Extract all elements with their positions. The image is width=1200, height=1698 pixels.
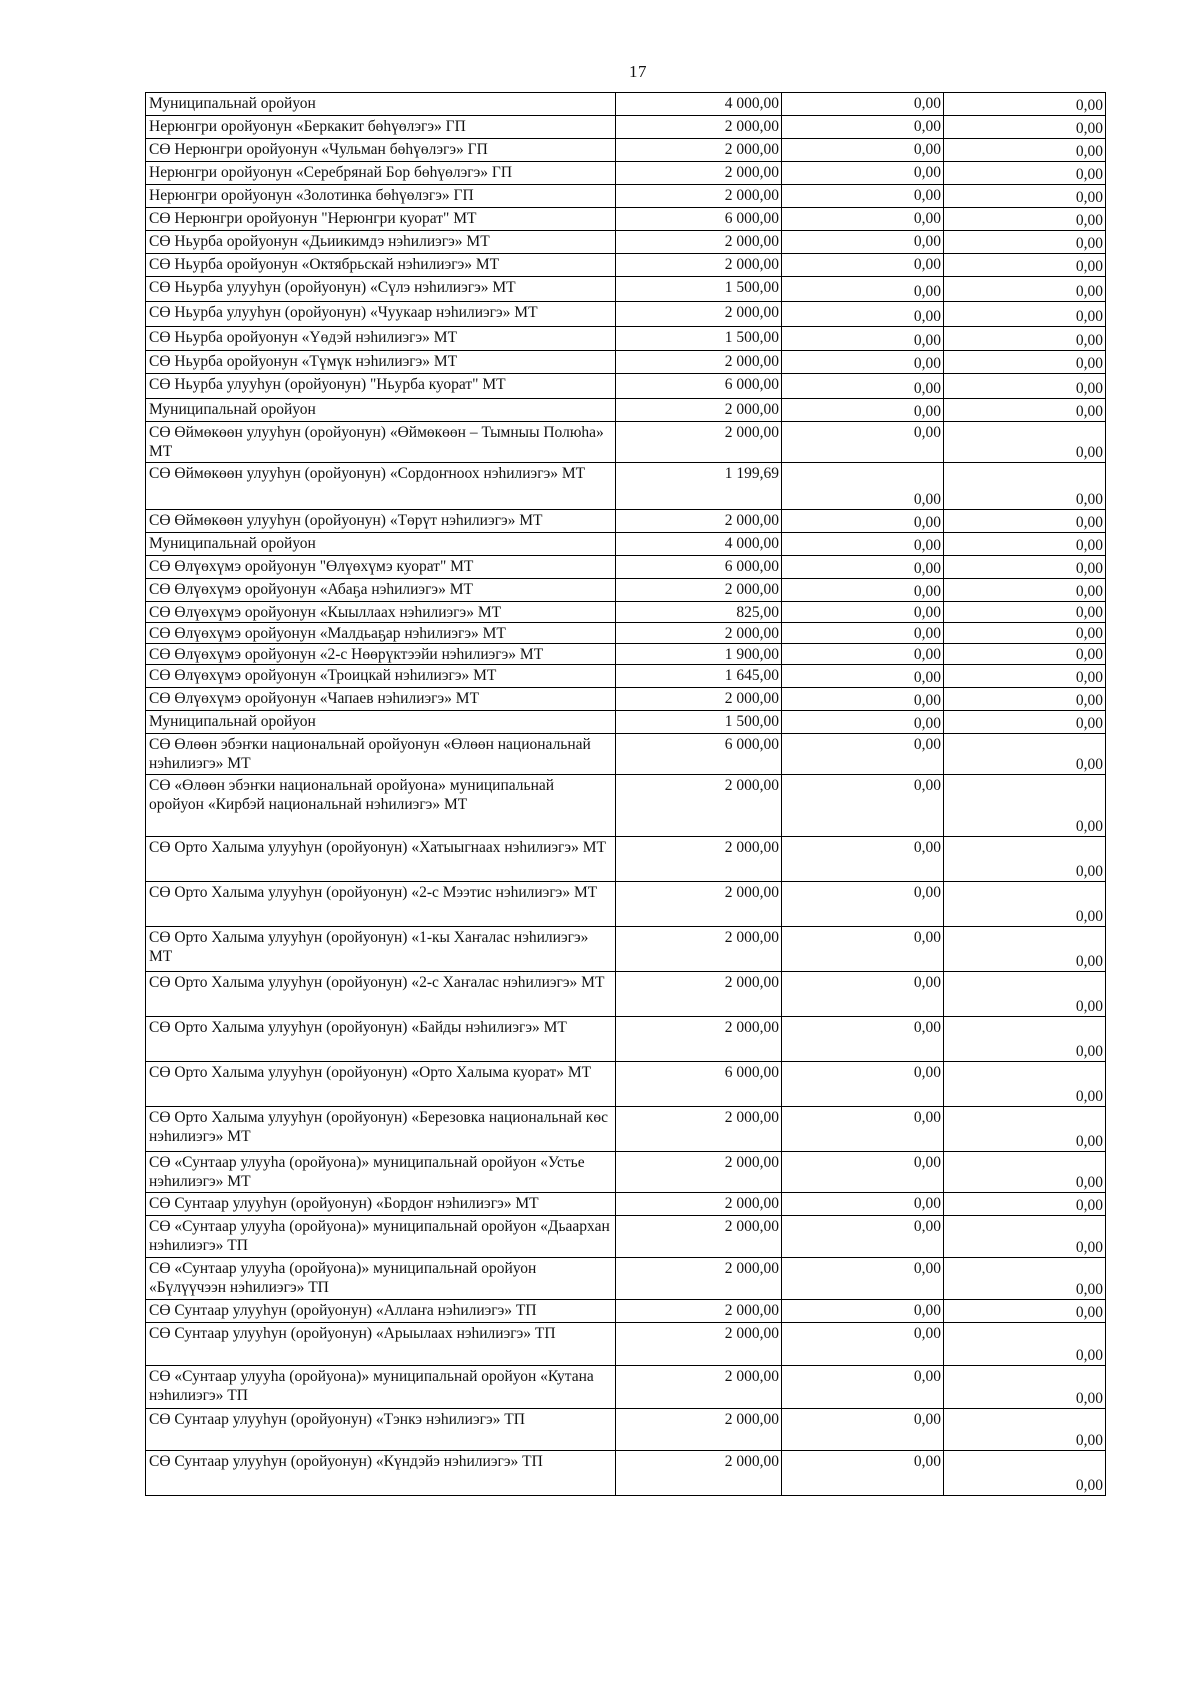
row-name-cell: СӨ Ньурба оройуонун «Дьиикимдэ нэһилиэгэ» МТ bbox=[146, 231, 616, 254]
table-row bbox=[146, 1193, 1106, 1216]
row-amount-cell: 2 000,00 bbox=[616, 688, 782, 711]
row-value-3-cell: 0,00 bbox=[944, 162, 1106, 185]
row-value-2-cell: 0,00 bbox=[782, 162, 944, 185]
row-value-3-cell: 0,00 bbox=[944, 623, 1106, 644]
table-row bbox=[146, 302, 1106, 327]
row-name-cell: СӨ «Сунтаар улууһа (оройуона)» муниципальнай оройуон «Бүлүүчээн нэһилиэгэ» ТП bbox=[146, 1258, 616, 1300]
row-name-cell: СӨ Өлүөхүмэ оройуонун "Өлүөхүмэ куорат" МТ bbox=[146, 556, 616, 579]
row-value-2-cell: 0,00 bbox=[782, 463, 944, 510]
row-value-2-cell: 0,00 bbox=[782, 277, 944, 302]
row-amount-cell: 2 000,00 bbox=[616, 510, 782, 533]
budget-table bbox=[145, 92, 1106, 1496]
row-amount-cell: 6 000,00 bbox=[616, 208, 782, 231]
row-value-2-cell: 0,00 bbox=[782, 422, 944, 463]
row-value-2-cell: 0,00 bbox=[782, 556, 944, 579]
row-value-2-cell: 0,00 bbox=[782, 734, 944, 775]
row-value-3-cell: 0,00 bbox=[944, 399, 1106, 422]
row-value-2-cell: 0,00 bbox=[782, 644, 944, 665]
row-value-2-cell: 0,00 bbox=[782, 374, 944, 399]
row-amount-cell: 1 645,00 bbox=[616, 665, 782, 688]
table-row bbox=[146, 351, 1106, 374]
row-amount-cell: 2 000,00 bbox=[616, 302, 782, 327]
row-name-cell: СӨ Өймөкөөн улууһун (оройуонун) «Өймөкөөн – Тымныы Полюһа» МТ bbox=[146, 422, 616, 463]
table-row bbox=[146, 510, 1106, 533]
row-value-3-cell: 0,00 bbox=[944, 463, 1106, 510]
row-value-2-cell: 0,00 bbox=[782, 231, 944, 254]
table-row bbox=[146, 254, 1106, 277]
row-value-3-cell: 0,00 bbox=[944, 510, 1106, 533]
row-value-2-cell: 0,00 bbox=[782, 688, 944, 711]
row-name-cell: СӨ Ньурба оройуонун «Октябрьскай нэһилиэгэ» МТ bbox=[146, 254, 616, 277]
table-row bbox=[146, 1323, 1106, 1366]
table-row bbox=[146, 533, 1106, 556]
row-name-cell: Муниципальнай оройуон bbox=[146, 711, 616, 734]
row-value-3-cell: 0,00 bbox=[944, 665, 1106, 688]
row-value-3-cell: 0,00 bbox=[944, 139, 1106, 162]
row-value-3-cell: 0,00 bbox=[944, 972, 1106, 1017]
row-amount-cell: 2 000,00 bbox=[616, 422, 782, 463]
row-amount-cell: 2 000,00 bbox=[616, 837, 782, 882]
row-value-2-cell: 0,00 bbox=[782, 927, 944, 972]
row-amount-cell: 2 000,00 bbox=[616, 1300, 782, 1323]
row-name-cell: СӨ Орто Халыма улууһун (оройуонун) «Хатыыгнаах нэһилиэгэ» МТ bbox=[146, 837, 616, 882]
budget-table-body bbox=[146, 93, 1106, 1496]
row-value-2-cell: 0,00 bbox=[782, 837, 944, 882]
row-value-3-cell: 0,00 bbox=[944, 254, 1106, 277]
row-value-2-cell: 0,00 bbox=[782, 1366, 944, 1409]
table-row bbox=[146, 623, 1106, 644]
row-value-2-cell: 0,00 bbox=[782, 1062, 944, 1107]
table-row bbox=[146, 644, 1106, 665]
row-amount-cell: 2 000,00 bbox=[616, 1323, 782, 1366]
row-name-cell: Муниципальнай оройуон bbox=[146, 533, 616, 556]
row-amount-cell: 2 000,00 bbox=[616, 351, 782, 374]
row-amount-cell: 2 000,00 bbox=[616, 139, 782, 162]
table-row bbox=[146, 208, 1106, 231]
row-amount-cell: 2 000,00 bbox=[616, 1258, 782, 1300]
row-amount-cell: 2 000,00 bbox=[616, 1366, 782, 1409]
row-name-cell: СӨ Орто Халыма улууһун (оройуонун) «1-кы Хаҥалас нэһилиэгэ» МТ bbox=[146, 927, 616, 972]
table-row bbox=[146, 665, 1106, 688]
row-name-cell: СӨ Орто Халыма улууһун (оройуонун) «Березовка национальнай көс нэһилиэгэ» МТ bbox=[146, 1107, 616, 1152]
table-row bbox=[146, 1451, 1106, 1496]
row-amount-cell: 2 000,00 bbox=[616, 579, 782, 602]
row-name-cell: СӨ Сунтаар улууһун (оройуонун) «Аллаҥа нэһилиэгэ» ТП bbox=[146, 1300, 616, 1323]
row-value-3-cell: 0,00 bbox=[944, 533, 1106, 556]
page-number bbox=[0, 62, 1200, 82]
table-row bbox=[146, 327, 1106, 351]
row-name-cell: СӨ «Өлөөн эбэҥки национальнай оройуона» муниципальнай оройуон «Кирбэй национальнай нэһилиэгэ» МТ bbox=[146, 775, 616, 837]
table-row bbox=[146, 837, 1106, 882]
table-row bbox=[146, 1216, 1106, 1258]
row-value-3-cell: 0,00 bbox=[944, 351, 1106, 374]
row-amount-cell: 1 500,00 bbox=[616, 327, 782, 351]
row-amount-cell: 4 000,00 bbox=[616, 93, 782, 116]
row-value-2-cell: 0,00 bbox=[782, 399, 944, 422]
row-value-2-cell: 0,00 bbox=[782, 327, 944, 351]
row-amount-cell: 2 000,00 bbox=[616, 116, 782, 139]
row-value-2-cell: 0,00 bbox=[782, 139, 944, 162]
row-amount-cell: 2 000,00 bbox=[616, 1216, 782, 1258]
row-name-cell: СӨ Өймөкөөн улууһун (оройуонун) «Төрүт нэһилиэгэ» МТ bbox=[146, 510, 616, 533]
table-row bbox=[146, 927, 1106, 972]
row-amount-cell: 2 000,00 bbox=[616, 1409, 782, 1451]
table-row bbox=[146, 162, 1106, 185]
row-value-2-cell: 0,00 bbox=[782, 1193, 944, 1216]
row-amount-cell: 2 000,00 bbox=[616, 1193, 782, 1216]
row-name-cell: СӨ Ньурба оройуонун «Түмүк нэһилиэгэ» МТ bbox=[146, 351, 616, 374]
row-value-2-cell: 0,00 bbox=[782, 1258, 944, 1300]
row-value-2-cell: 0,00 bbox=[782, 351, 944, 374]
row-name-cell: СӨ Өлүөхүмэ оройуонун «Кыыллаах нэһилиэгэ» МТ bbox=[146, 602, 616, 623]
row-name-cell: СӨ Орто Халыма улууһун (оройуонун) «Байды нэһилиэгэ» МТ bbox=[146, 1017, 616, 1062]
row-amount-cell: 1 900,00 bbox=[616, 644, 782, 665]
row-amount-cell: 2 000,00 bbox=[616, 231, 782, 254]
table-row bbox=[146, 422, 1106, 463]
table-row bbox=[146, 116, 1106, 139]
row-amount-cell: 2 000,00 bbox=[616, 1451, 782, 1496]
row-value-3-cell: 0,00 bbox=[944, 734, 1106, 775]
row-value-2-cell: 0,00 bbox=[782, 972, 944, 1017]
row-value-3-cell: 0,00 bbox=[944, 302, 1106, 327]
row-value-3-cell: 0,00 bbox=[944, 1017, 1106, 1062]
row-value-2-cell: 0,00 bbox=[782, 775, 944, 837]
row-value-3-cell: 0,00 bbox=[944, 1193, 1106, 1216]
row-amount-cell: 2 000,00 bbox=[616, 1152, 782, 1193]
row-value-3-cell: 0,00 bbox=[944, 1451, 1106, 1496]
page-number-text: 17 bbox=[629, 62, 647, 81]
row-name-cell: СӨ Нерюнгри оройуонун "Нерюнгри куорат" МТ bbox=[146, 208, 616, 231]
row-value-3-cell: 0,00 bbox=[944, 579, 1106, 602]
table-row bbox=[146, 602, 1106, 623]
row-name-cell: СӨ Өлүөхүмэ оройуонун «2-с Нөөрүктээйи нэһилиэгэ» МТ bbox=[146, 644, 616, 665]
row-value-3-cell: 0,00 bbox=[944, 1366, 1106, 1409]
row-value-3-cell: 0,00 bbox=[944, 837, 1106, 882]
row-name-cell: СӨ Сунтаар улууһун (оройуонун) «Бордоҥ нэһилиэгэ» МТ bbox=[146, 1193, 616, 1216]
row-amount-cell: 825,00 bbox=[616, 602, 782, 623]
table-row bbox=[146, 1409, 1106, 1451]
row-name-cell: СӨ Өлүөхүмэ оройуонун «Малдьаҕар нэһилиэгэ» МТ bbox=[146, 623, 616, 644]
table-row bbox=[146, 1062, 1106, 1107]
table-row bbox=[146, 1107, 1106, 1152]
row-value-2-cell: 0,00 bbox=[782, 302, 944, 327]
row-amount-cell: 2 000,00 bbox=[616, 1017, 782, 1062]
row-value-2-cell: 0,00 bbox=[782, 208, 944, 231]
row-name-cell: СӨ Өлүөхүмэ оройуонун «Чапаев нэһилиэгэ» МТ bbox=[146, 688, 616, 711]
row-value-2-cell: 0,00 bbox=[782, 116, 944, 139]
row-value-3-cell: 0,00 bbox=[944, 93, 1106, 116]
row-value-2-cell: 0,00 bbox=[782, 1152, 944, 1193]
row-value-3-cell: 0,00 bbox=[944, 185, 1106, 208]
row-name-cell: СӨ «Сунтаар улууһа (оройуона)» муниципальнай оройуон «Кутана нэһилиэгэ» ТП bbox=[146, 1366, 616, 1409]
table-row bbox=[146, 972, 1106, 1017]
row-value-2-cell: 0,00 bbox=[782, 510, 944, 533]
row-value-2-cell: 0,00 bbox=[782, 623, 944, 644]
table-row bbox=[146, 399, 1106, 422]
row-name-cell: СӨ Ньурба оройуонун «Үөдэй нэһилиэгэ» МТ bbox=[146, 327, 616, 351]
row-value-3-cell: 0,00 bbox=[944, 602, 1106, 623]
row-name-cell: СӨ Сунтаар улууһун (оройуонун) «Арыылаах нэһилиэгэ» ТП bbox=[146, 1323, 616, 1366]
row-value-2-cell: 0,00 bbox=[782, 254, 944, 277]
row-amount-cell: 1 199,69 bbox=[616, 463, 782, 510]
row-name-cell: Муниципальнай оройуон bbox=[146, 93, 616, 116]
row-name-cell: СӨ «Сунтаар улууһа (оройуона)» муниципальнай оройуон «Устье нэһилиэгэ» МТ bbox=[146, 1152, 616, 1193]
row-value-2-cell: 0,00 bbox=[782, 93, 944, 116]
row-value-2-cell: 0,00 bbox=[782, 882, 944, 927]
row-value-2-cell: 0,00 bbox=[782, 711, 944, 734]
table-row bbox=[146, 374, 1106, 399]
row-value-2-cell: 0,00 bbox=[782, 1409, 944, 1451]
table-row bbox=[146, 139, 1106, 162]
row-amount-cell: 2 000,00 bbox=[616, 972, 782, 1017]
row-name-cell: Нерюнгри оройуонун «Беркакит бөһүөлэгэ» ГП bbox=[146, 116, 616, 139]
table-row bbox=[146, 1017, 1106, 1062]
table-row bbox=[146, 277, 1106, 302]
row-amount-cell: 2 000,00 bbox=[616, 185, 782, 208]
table-row bbox=[146, 1300, 1106, 1323]
row-amount-cell: 6 000,00 bbox=[616, 1062, 782, 1107]
row-value-3-cell: 0,00 bbox=[944, 711, 1106, 734]
table-row bbox=[146, 775, 1106, 837]
row-value-2-cell: 0,00 bbox=[782, 602, 944, 623]
row-value-3-cell: 0,00 bbox=[944, 556, 1106, 579]
row-amount-cell: 2 000,00 bbox=[616, 254, 782, 277]
row-amount-cell: 6 000,00 bbox=[616, 734, 782, 775]
table-row bbox=[146, 463, 1106, 510]
table-row bbox=[146, 93, 1106, 116]
table-row bbox=[146, 1366, 1106, 1409]
row-amount-cell: 6 000,00 bbox=[616, 556, 782, 579]
row-name-cell: СӨ Орто Халыма улууһун (оройуонун) «2-с Хаҥалас нэһилиэгэ» МТ bbox=[146, 972, 616, 1017]
table-row bbox=[146, 688, 1106, 711]
table-row bbox=[146, 579, 1106, 602]
row-name-cell: СӨ Нерюнгри оройуонун «Чульман бөһүөлэгэ» ГП bbox=[146, 139, 616, 162]
table-row bbox=[146, 1152, 1106, 1193]
row-amount-cell: 2 000,00 bbox=[616, 399, 782, 422]
row-value-3-cell: 0,00 bbox=[944, 775, 1106, 837]
table-row bbox=[146, 185, 1106, 208]
row-name-cell: СӨ Сунтаар улууһун (оройуонун) «Күндэйэ нэһилиэгэ» ТП bbox=[146, 1451, 616, 1496]
row-name-cell: СӨ Өймөкөөн улууһун (оройуонун) «Сордоҥноох нэһилиэгэ» МТ bbox=[146, 463, 616, 510]
row-name-cell: СӨ Өлүөхүмэ оройуонун «Троицкай нэһилиэгэ» МТ bbox=[146, 665, 616, 688]
row-value-3-cell: 0,00 bbox=[944, 231, 1106, 254]
row-name-cell: СӨ Ньурба улууһун (оройуонун) «Сүлэ нэһилиэгэ» МТ bbox=[146, 277, 616, 302]
row-value-2-cell: 0,00 bbox=[782, 1107, 944, 1152]
row-value-3-cell: 0,00 bbox=[944, 1258, 1106, 1300]
row-value-3-cell: 0,00 bbox=[944, 1323, 1106, 1366]
row-amount-cell: 2 000,00 bbox=[616, 623, 782, 644]
row-value-3-cell: 0,00 bbox=[944, 927, 1106, 972]
row-amount-cell: 2 000,00 bbox=[616, 882, 782, 927]
table-row bbox=[146, 711, 1106, 734]
row-value-3-cell: 0,00 bbox=[944, 1409, 1106, 1451]
row-value-3-cell: 0,00 bbox=[944, 1300, 1106, 1323]
row-name-cell: СӨ Сунтаар улууһун (оройуонун) «Тэнкэ нэһилиэгэ» ТП bbox=[146, 1409, 616, 1451]
row-value-3-cell: 0,00 bbox=[944, 882, 1106, 927]
row-value-3-cell: 0,00 bbox=[944, 1107, 1106, 1152]
row-value-3-cell: 0,00 bbox=[944, 327, 1106, 351]
row-name-cell: СӨ Өлүөхүмэ оройуонун «Абаҕа нэһилиэгэ» МТ bbox=[146, 579, 616, 602]
row-name-cell: СӨ Ньурба улууһун (оройуонун) "Ньурба куорат" МТ bbox=[146, 374, 616, 399]
table-row bbox=[146, 1258, 1106, 1300]
row-amount-cell: 1 500,00 bbox=[616, 277, 782, 302]
row-value-3-cell: 0,00 bbox=[944, 208, 1106, 231]
row-value-2-cell: 0,00 bbox=[782, 1017, 944, 1062]
row-amount-cell: 1 500,00 bbox=[616, 711, 782, 734]
table-row bbox=[146, 882, 1106, 927]
row-name-cell: СӨ Орто Халыма улууһун (оройуонун) «2-с Мээтис нэһилиэгэ» МТ bbox=[146, 882, 616, 927]
row-value-3-cell: 0,00 bbox=[944, 688, 1106, 711]
row-value-2-cell: 0,00 bbox=[782, 665, 944, 688]
row-amount-cell: 2 000,00 bbox=[616, 927, 782, 972]
row-value-3-cell: 0,00 bbox=[944, 374, 1106, 399]
row-amount-cell: 2 000,00 bbox=[616, 775, 782, 837]
row-value-3-cell: 0,00 bbox=[944, 1216, 1106, 1258]
row-value-3-cell: 0,00 bbox=[944, 1152, 1106, 1193]
row-name-cell: Нерюнгри оройуонун «Золотинка бөһүөлэгэ» ГП bbox=[146, 185, 616, 208]
row-name-cell: Нерюнгри оройуонун «Серебрянай Бор бөһүөлэгэ» ГП bbox=[146, 162, 616, 185]
row-value-2-cell: 0,00 bbox=[782, 1323, 944, 1366]
row-amount-cell: 2 000,00 bbox=[616, 162, 782, 185]
row-value-3-cell: 0,00 bbox=[944, 644, 1106, 665]
table-row bbox=[146, 556, 1106, 579]
row-value-2-cell: 0,00 bbox=[782, 1216, 944, 1258]
row-name-cell: СӨ Орто Халыма улууһун (оройуонун) «Орто Халыма куорат» МТ bbox=[146, 1062, 616, 1107]
row-value-2-cell: 0,00 bbox=[782, 185, 944, 208]
row-amount-cell: 4 000,00 bbox=[616, 533, 782, 556]
table-row bbox=[146, 734, 1106, 775]
row-value-3-cell: 0,00 bbox=[944, 116, 1106, 139]
row-value-2-cell: 0,00 bbox=[782, 1451, 944, 1496]
row-name-cell: СӨ Өлөөн эбэҥки национальнай оройуонун «Өлөөн национальнай нэһилиэгэ» МТ bbox=[146, 734, 616, 775]
row-amount-cell: 2 000,00 bbox=[616, 1107, 782, 1152]
row-value-3-cell: 0,00 bbox=[944, 277, 1106, 302]
row-name-cell: Муниципальнай оройуон bbox=[146, 399, 616, 422]
row-amount-cell: 6 000,00 bbox=[616, 374, 782, 399]
row-value-3-cell: 0,00 bbox=[944, 1062, 1106, 1107]
row-value-2-cell: 0,00 bbox=[782, 533, 944, 556]
row-value-2-cell: 0,00 bbox=[782, 1300, 944, 1323]
row-name-cell: СӨ Ньурба улууһун (оройуонун) «Чуукаар нэһилиэгэ» МТ bbox=[146, 302, 616, 327]
row-value-3-cell: 0,00 bbox=[944, 422, 1106, 463]
table-row bbox=[146, 231, 1106, 254]
row-name-cell: СӨ «Сунтаар улууһа (оройуона)» муниципальнай оройуон «Дьаархан нэһилиэгэ» ТП bbox=[146, 1216, 616, 1258]
row-value-2-cell: 0,00 bbox=[782, 579, 944, 602]
